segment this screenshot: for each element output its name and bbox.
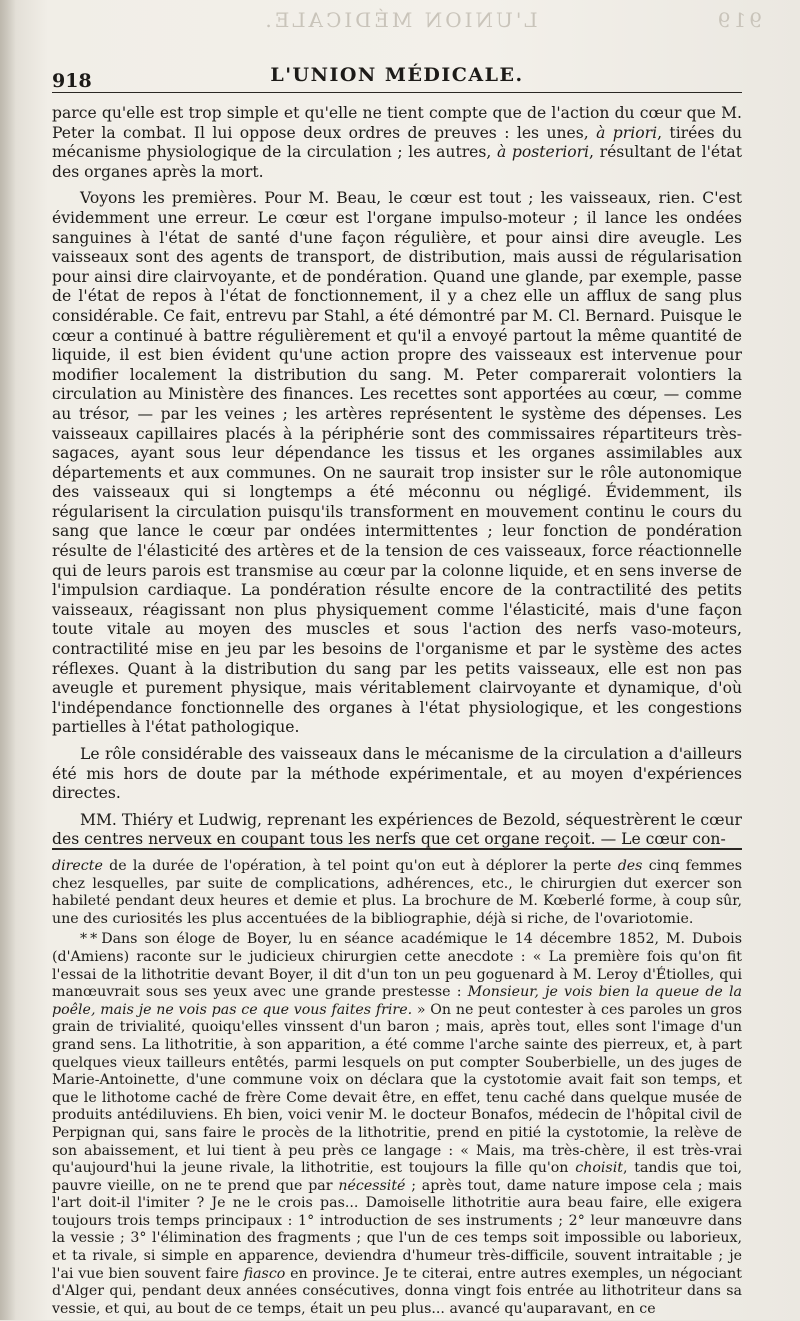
italic-run: des <box>617 858 643 874</box>
paragraph <box>52 104 742 182</box>
paragraph: MM. Thiéry et Ludwig, reprenant les expériences de Bezold, séquestrèrent le cœur des centres nerveux en coupant tous les nerfs que cet organe reçoit. — Le cœur con- <box>52 810 742 849</box>
asterism: * * <box>80 931 96 948</box>
footnotes <box>52 858 742 1321</box>
page-spine-shadow <box>0 0 16 1320</box>
note <box>52 931 742 1318</box>
bleed-through-header <box>0 8 800 32</box>
text-run: ; après tout, dame nature impose cela ; mais l'art doit-il l'imiter ? Je ne le crois pas... Damoiselle lithotritie aura beau faire, elle exigera toujours trois temps principaux : 1° introduction de ses instruments ; 2° leur manœuvre dans la vessie ; 3° l'élimination des fragments ; que l'un de ces temps soit impossible ou laborieux, et ta rivale, si simple en apparence, deviendra d'humeur très-difficile, souvent intraitable ; je l'ai vue bien souvent faire <box>52 1177 742 1282</box>
italic-run: directe <box>52 858 103 874</box>
bleed-through-title: L'UNION MÉDICALE. <box>262 8 538 32</box>
text-run: parce qu'elle est trop simple et qu'elle ne tient compte que de l'action du cœur que M. Peter la combat. Il lui oppose deux ordres de preuves : les unes, <box>52 104 742 142</box>
paragraph: Le rôle considérable des vaisseaux dans le mécanisme de la circulation a d'ailleurs été mis hors de doute par la méthode expérimentale, et au moyen d'expériences directes. <box>52 745 742 803</box>
italic-run: fiasco <box>243 1265 286 1282</box>
text-run: , résultant de l'état des organes après la mort. <box>52 143 742 181</box>
page-header <box>52 62 742 93</box>
italic-run: Monsieur, je vois bien la queue de la poêle, mais je ne vois pas ce que vous faites frire. <box>52 984 742 1018</box>
text-run: en province. Je te citerai, entre autres exemples, un négociant d'Alger qui, pendant deux années consécutives, donna vingt fois entrée au lithotriteur dans sa vessie, et qui, au bout de ce temps, était un peu plus... avancé qu'auparavant, en ce <box>52 1265 742 1317</box>
paragraph: Voyons les premières. Pour M. Beau, le cœur est tout ; les vaisseaux, rien. C'est évidemment une erreur. Le cœur est l'organe impulso-moteur ; il lance les ondées sanguines à l'état de santé d'une façon régulière, et pour ainsi dire aveugle. Les vaisseaux sont des agents de transport, de distribution, mais aussi de régularisation pour ainsi dire clairvoyante, et de pondération. Quand une glande, par exemple, passe de l'état de repos à l'état de fonctionnement, il y a chez elle un afflux de sang plus considérable. Ce fait, entrevu par Stahl, a été démontré par M. Cl. Bernard. Puisque le cœur a continué à battre régulièrement et qu'il a envoyé partout la même quantité de liquide, il est bien évident qu'une action propre des vaisseaux est intervenue pour modifier localement la distribution du sang. M. Peter comparerait volontiers la circulation au Ministère des finances. Les recettes sont apportées au cœur, — comme au trésor, — par les veines ; les artères représentent le système des dépenses. Les vaisseaux capillaires placés à la périphérie sont des commissaires répartiteurs très-sagaces, ayant sous leur dépendance les tissus et les organes assimilables aux départements et aux communes. On ne saurait trop insister sur le rôle autonomique des vaisseaux qui si longtemps a été méconnu ou négligé. Évidemment, ils régularisent la circulation puisqu'ils transforment en mouvement continu le cours du sang que lance le cœur par ondées intermittentes ; leur fonction de pondération résulte de l'élasticité des artères et de la tension de ces vaisseaux, force réactionnelle qui de leurs parois est transmise au cœur par la colonne liquide, et en sens inverse de l'impulsion cardiaque. La pondération résulte encore de la contractilité des petits vaisseaux, réagissant non plus physiquement comme l'élasticité, mais d'une façon toute vitale au moyen des muscles et sous l'action des nerfs vaso-moteurs, contractilité mise en jeu par les besoins de l'organisme et par le système des actes réflexes. Quant à la distribution du sang par les petits vaisseaux, elle est non pas aveugle et purement physique, mais véritablement clairvoyante et dynamique, d'où l'indépendance fonctionnelle des organes à l'état physiologique, et les congestions partielles à l'état pathologique. <box>52 189 742 737</box>
text-run: » On ne peut contester à ces paroles un gros grain de trivialité, quoiqu'elles vinssent d'un baron ; mais, après tout, elles sont l'image d'un grand sens. La lithotritie, à son apparition, a été comme l'arche sainte des pierreux, et, à part quelques vieux tailleurs entêtés, parmi lesquels on put compter Souberbielle, un des juges de Marie-Antoinette, d'une commune voix on déclara que la cystotomie avait fait son temps, et que le lithotome caché de frère Come devait être, en effet, tenu caché dans quelque musée de produits antédiluviens. Eh bien, voici venir M. le docteur Bonafos, médecin de l'hôpital civil de Perpignan qui, sans faire le procès de la lithotritie, prend en pitié la cystotomie, la relève de son abaissement, et lui tient à peu près ce langage : « Mais, ma très-chère, il est très-vrai qu'aujourd'hui la jeune rivale, la lithotritie, est toujours la fille qu'on <box>52 1001 742 1177</box>
italic-run: choisit <box>575 1160 623 1177</box>
text-run: , tandis que toi, pauvre vieille, on ne te prend que par <box>52 1160 742 1194</box>
italic-run: nécessité <box>338 1177 406 1194</box>
running-title: L'UNION MÉDICALE. <box>270 64 524 86</box>
text-run: Dans son éloge de Boyer, lu en séance académique le 14 décembre 1852, M. Dubois (d'Amiens) raconte sur le judicieux chirurgien cette anecdote : « La première fois qu'on fit l'essai de la lithotritie devant Boyer, il dit d'un ton un peu goguenard à M. Leroy d'Étiolles, qui manœuvrait sous ses yeux avec une grande prestesse : <box>52 931 742 1001</box>
page-number: 918 <box>52 70 92 92</box>
note <box>52 858 742 928</box>
text-run: cinq femmes chez lesquelles, par suite de complications, adhérences, etc., le chirurgien dut exercer son habileté pendant deux heures et demie et plus. La brochure de M. Kœberlé forme, à coup sûr, une des curiosités les plus accentuées de la bibliographie, déjà si riche, de l'ovariotomie. <box>52 858 742 927</box>
italic-run: à priori <box>596 123 658 142</box>
main-text <box>52 104 742 857</box>
text-run: de la durée de l'opération, à tel point qu'on eut à déplorer la perte <box>102 858 618 874</box>
footnote-divider <box>52 848 742 850</box>
text-run: , tirées du mécanisme physiologique de la circulation ; les autres, <box>52 123 743 162</box>
italic-run: à posteriori <box>496 143 590 162</box>
bleed-through-page-number: 919 <box>714 8 762 32</box>
